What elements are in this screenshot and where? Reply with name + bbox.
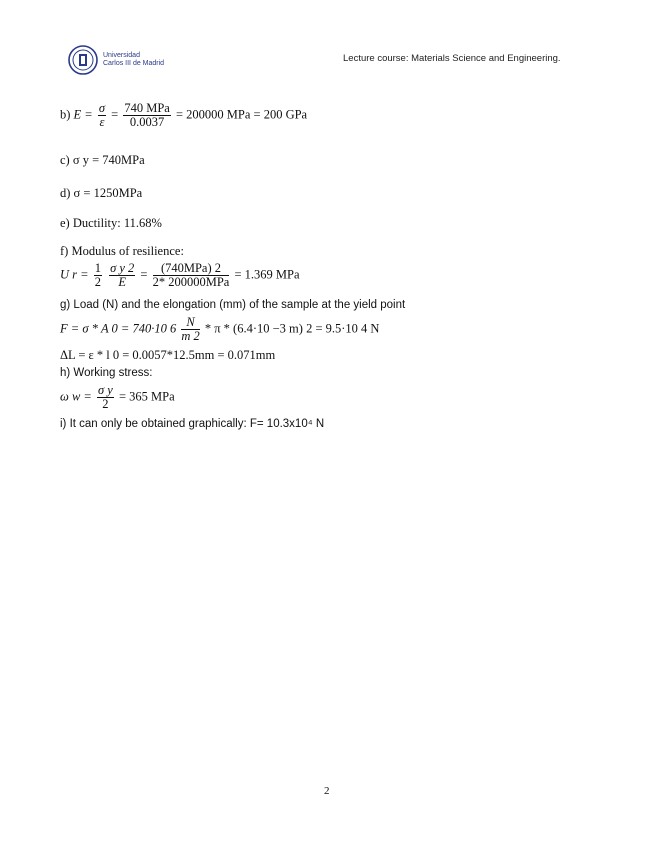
item-e: e) Ductility: 11.68%	[60, 216, 162, 230]
item-d: d) σ = 1250MPa	[60, 186, 143, 200]
item-f-title: f) Modulus of resilience:	[60, 244, 184, 258]
item-h-title: h) Working stress:	[60, 367, 153, 379]
item-b: b) E = $\frac{\sigma}{\varepsilon}$ = $\frac{\text{740 MPa}}{0.0037}$ = 200000 MPa = 200 GPa	[60, 101, 308, 129]
item-g-title: g) Load (N) and the elongation (mm) of the sample at the yield point	[60, 299, 406, 311]
item-c: c) σ y = 740MPa	[60, 153, 145, 167]
item-i: i) It can only be obtained graphically: F= 10.3x10⁴ N	[60, 418, 325, 430]
item-h-equation: ω w = $\frac{\text{σ y}}{2}$ = 365 MPa	[60, 383, 175, 411]
item-g-equation: F = σ * A 0 = 740·10 6 $\frac{N}{m 2}$ * π * (6.4·10 −3 m) 2 = 9.5·10 4 N	[60, 315, 380, 343]
page-number: 2	[324, 785, 330, 797]
university-logo	[68, 45, 98, 75]
course-title: Lecture course: Materials Science and Engineering.	[343, 53, 561, 64]
fraction-sigma-epsilon: $\frac{\sigma}{\varepsilon}$	[98, 101, 106, 129]
university-name: Universidad Carlos III de Madrid	[103, 52, 165, 67]
fraction-740-over-strain: $\frac{\text{740 MPa}}{0.0037}$	[124, 101, 170, 129]
item-f-equation: U r = $\frac{1}{2}$ $\frac{\text{σ y 2}}{E}$ = $\frac{\text{(740MPa) 2}}{\text{2* 200000MPa}}$ = 1.369 MPa	[60, 261, 300, 289]
item-g-elongation: ΔL = ε * l 0 = 0.0057*12.5mm = 0.071mm	[60, 348, 276, 362]
